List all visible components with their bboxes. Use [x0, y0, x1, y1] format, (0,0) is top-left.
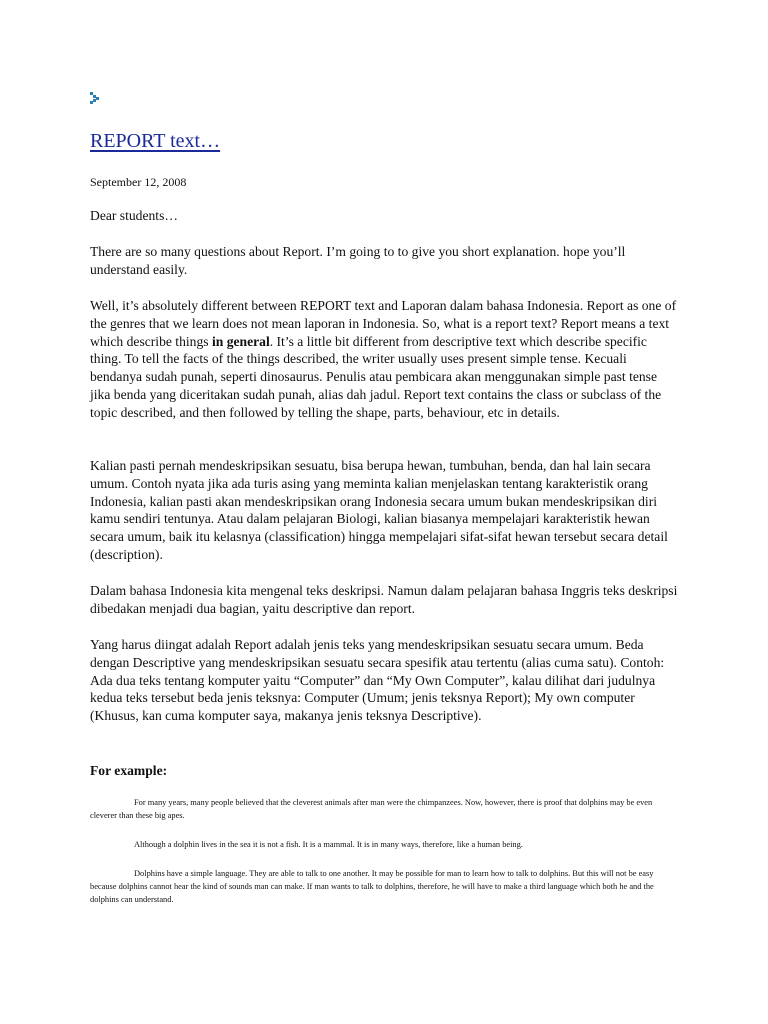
- example-heading: For example:: [90, 763, 168, 778]
- deskripsi-paragraph: Dalam bahasa Indonesia kita mengenal teks deskripsi. Namun dalam pelajaran bahasa Inggris teks deskripsi dibedakan menjadi dua bagian, yaitu descriptive dan report.: [90, 583, 678, 616]
- indonesian-paragraph: Kalian pasti pernah mendeskripsikan sesuatu, bisa berupa hewan, tumbuhan, benda, dan hal lain secara umum. Contoh nyata jika ada turis asing yang meminta kalian menjelaskan tentang karakteristik orang Indonesia, kalian pasti akan mendeskripsikan orang Indonesia secara umum bukan mendeskripsikan diri kamu sendiri tentunya. Atau dalam pelajaran Biologi, kalian biasanya mempelajari karakteristik hewan secara umum, baik itu kelasnya (classification) hingga mempelajari sifat-sifat hewan tersebut secara detail (description).: [90, 458, 668, 562]
- post-date: September 12, 2008: [90, 175, 187, 189]
- example-paragraph: Although a dolphin lives in the sea it is not a fish. It is a mammal. It is in many ways, therefore, like a human being.: [134, 840, 523, 849]
- example-paragraph: Dolphins have a simple language. They are able to talk to one another. It may be possible for man to learn how to talk to dolphins. But this will not be easy because dolphins cannot hear the kind of sounds man can make. If man wants to talk to dolphins, therefore, he will have to make a third language which both he and the dolphins can understand.: [90, 869, 654, 904]
- intro-paragraph: There are so many questions about Report. I’m going to to give you short explanation. hope you’ll understand easily.: [90, 244, 626, 277]
- post-title-link[interactable]: REPORT text…: [90, 130, 221, 152]
- definition-text-start: Well, it’s absolutely different between REPORT text and Laporan dalam bahasa Indonesia. Report as one of the genres that we learn does not mean laporan in Indonesia. So, what is a report text? Report means a text which describe things: [90, 298, 677, 349]
- greeting: Dear students…: [90, 208, 178, 223]
- diingat-paragraph: Yang harus diingat adalah Report adalah jenis teks yang mendeskripsikan sesuatu secara umum. Beda dengan Descriptive yang mendeskripsikan sesuatu secara spesifik atau tertentu (alias cuma satu). Contoh: Ada dua teks tentang komputer yaitu “Computer” dan “My Own Computer”, kalau dilihat dari judulnya kedua teks tersebut beda jenis teksnya: Computer (Umum; jenis teksnya Report); My own computer (Khusus, kan cuma komputer saya, makanya jenis teksnya Descriptive).: [90, 637, 665, 724]
- example-paragraph: For many years, many people believed that the cleverest animals after man were the chimpanzees. Now, however, there is proof that dolphins may be even cleverer than these big apes.: [90, 798, 653, 820]
- in-general-emphasis: in general: [211, 333, 270, 349]
- definition-text-end: . It’s a little bit different from descriptive text which describe specific thing. To tell the facts of the things described, the writer usually uses present simple tense. Kecuali bendanya sudah punah, seperti dinosaurus. Penulis atau pembicara akan menggunakan simple past tense jika benda yang diceritakan sudah punah, alias dah jadul. Report text contains the class or subclass of the topic described, and then followed by telling the shape, parts, behaviour, etc in details.: [90, 333, 662, 420]
- arrow-bullet-icon: [90, 92, 100, 104]
- definition-paragraph: [90, 297, 680, 422]
